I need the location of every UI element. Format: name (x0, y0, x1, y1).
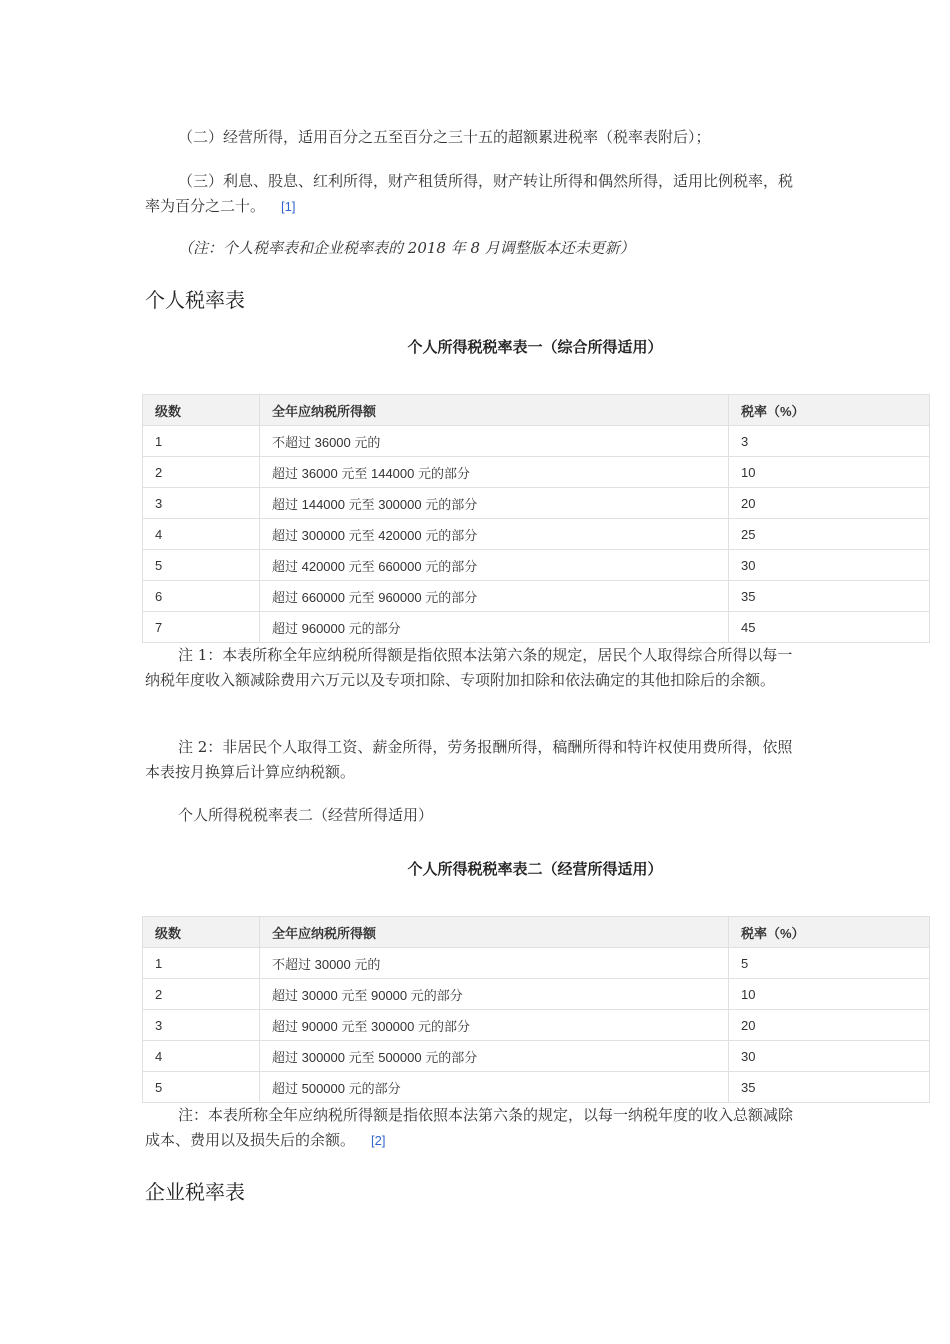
table1-caption: 个人所得税税率表一（综合所得适用） (407, 338, 663, 356)
table-row (143, 519, 930, 550)
note-2: 注 2：非居民个人取得工资、薪金所得，劳务报酬所得，稿酬所得和特许权使用费所得，依照本表按月换算后计算应纳税额。 (145, 738, 793, 781)
table-header-row (143, 395, 930, 426)
cell-level: 1 (143, 948, 260, 979)
cell-rate: 20 (729, 1010, 930, 1041)
table-row (143, 488, 930, 519)
cell-income: 超过 144000 元至 300000 元的部分 (260, 488, 729, 519)
paragraph-business-income (145, 125, 800, 150)
table2-intro: 个人所得税税率表二（经营所得适用） (178, 806, 434, 824)
table-row (143, 550, 930, 581)
citation-link-1[interactable]: [1] (281, 199, 296, 214)
cell-income: 超过 500000 元的部分 (260, 1072, 729, 1103)
cell-income: 超过 660000 元至 960000 元的部分 (260, 581, 729, 612)
cell-rate: 20 (729, 488, 930, 519)
paragraph-text: （二）经营所得，适用百分之五至百分之三十五的超额累进税率（税率表附后）； (178, 128, 711, 146)
header-income: 全年应纳税所得额 (260, 395, 729, 426)
header-rate: 税率（%） (729, 917, 930, 948)
tax-table-1 (142, 394, 930, 643)
cell-level: 6 (143, 581, 260, 612)
table-row (143, 457, 930, 488)
cell-rate: 3 (729, 426, 930, 457)
table-row (143, 948, 930, 979)
cell-rate: 45 (729, 612, 930, 643)
note-1: 注 1：本表所称全年应纳税所得额是指依照本法第六条的规定，居民个人取得综合所得以每一纳税年度收入额减除费用六万元以及专项扣除、专项附加扣除和依法确定的其他扣除后的余额。 (145, 646, 793, 689)
citation-link-2[interactable]: [2] (371, 1133, 386, 1148)
update-note: （注：个人税率表和企业税率表的 2018 年 8 月调整版本还未更新） (178, 239, 635, 257)
table2-caption: 个人所得税税率表二（经营所得适用） (407, 860, 663, 878)
table-row (143, 979, 930, 1010)
cell-income: 超过 300000 元至 420000 元的部分 (260, 519, 729, 550)
header-level: 级数 (143, 395, 260, 426)
cell-rate: 10 (729, 457, 930, 488)
tax-table-2 (142, 916, 930, 1103)
cell-income: 超过 90000 元至 300000 元的部分 (260, 1010, 729, 1041)
table-row (143, 612, 930, 643)
cell-rate: 30 (729, 550, 930, 581)
cell-level: 5 (143, 1072, 260, 1103)
cell-level: 1 (143, 426, 260, 457)
header-rate: 税率（%） (729, 395, 930, 426)
cell-rate: 35 (729, 581, 930, 612)
cell-rate: 25 (729, 519, 930, 550)
section-heading-personal: 个人税率表 (145, 288, 245, 312)
paragraph-interest-income (145, 169, 800, 219)
cell-income: 超过 36000 元至 144000 元的部分 (260, 457, 729, 488)
cell-level: 4 (143, 1041, 260, 1072)
cell-rate: 5 (729, 948, 930, 979)
note-3-text: 注：本表所称全年应纳税所得额是指依照本法第六条的规定，以每一纳税年度的收入总额减除成本、费用以及损失后的余额。 (145, 1106, 794, 1149)
cell-income: 不超过 36000 元的 (260, 426, 729, 457)
table-row (143, 1041, 930, 1072)
cell-rate: 10 (729, 979, 930, 1010)
header-income: 全年应纳税所得额 (260, 917, 729, 948)
note-3 (145, 1103, 800, 1153)
cell-level: 3 (143, 488, 260, 519)
table-header-row (143, 917, 930, 948)
cell-level: 2 (143, 979, 260, 1010)
section-heading-enterprise: 企业税率表 (145, 1180, 245, 1204)
cell-level: 4 (143, 519, 260, 550)
table-row (143, 1072, 930, 1103)
cell-income: 不超过 30000 元的 (260, 948, 729, 979)
table-row (143, 581, 930, 612)
cell-income: 超过 30000 元至 90000 元的部分 (260, 979, 729, 1010)
cell-income: 超过 300000 元至 500000 元的部分 (260, 1041, 729, 1072)
cell-income: 超过 960000 元的部分 (260, 612, 729, 643)
cell-income: 超过 420000 元至 660000 元的部分 (260, 550, 729, 581)
header-level: 级数 (143, 917, 260, 948)
table-row (143, 1010, 930, 1041)
cell-rate: 30 (729, 1041, 930, 1072)
paragraph-text: （三）利息、股息、红利所得，财产租赁所得，财产转让所得和偶然所得，适用比例税率，税率为百分之二十。 (145, 172, 794, 215)
cell-level: 2 (143, 457, 260, 488)
table-row (143, 426, 930, 457)
cell-level: 7 (143, 612, 260, 643)
cell-rate: 35 (729, 1072, 930, 1103)
cell-level: 5 (143, 550, 260, 581)
cell-level: 3 (143, 1010, 260, 1041)
